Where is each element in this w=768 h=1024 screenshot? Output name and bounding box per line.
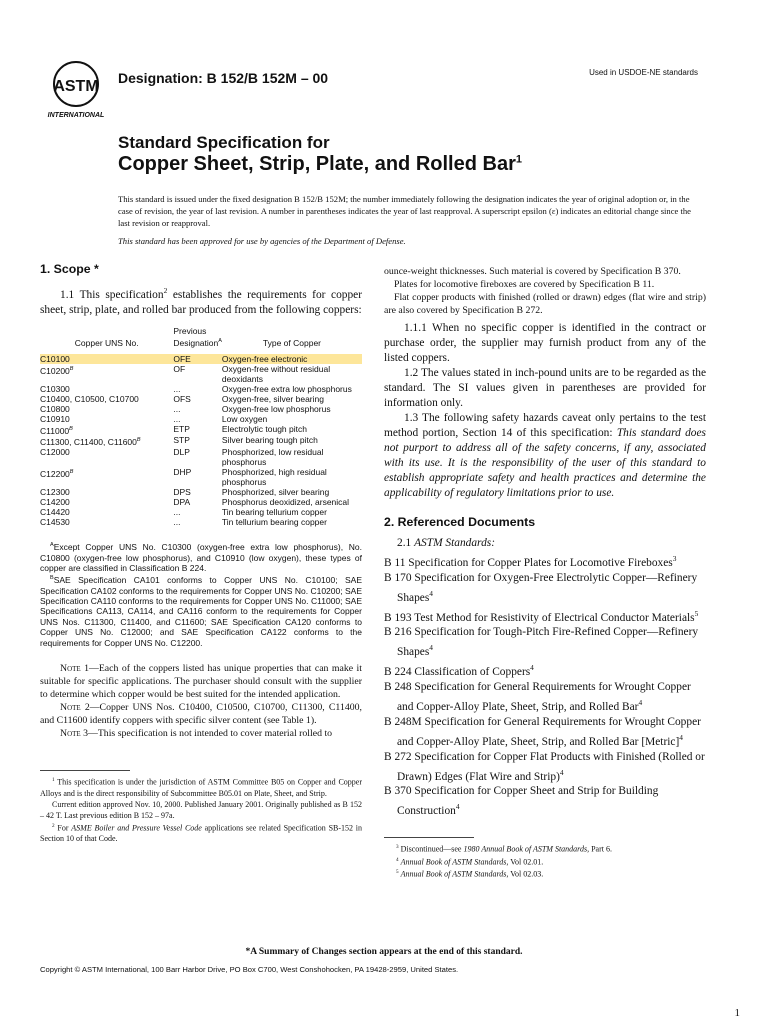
footnote-1 bbox=[40, 775, 362, 799]
left-column bbox=[40, 262, 362, 844]
cell-uns-text: C14420 bbox=[40, 507, 70, 518]
cell-uns-mark: B bbox=[69, 469, 74, 476]
footnote-5-mark: 5 bbox=[396, 869, 399, 876]
scope-text-a: 1.1 This specification bbox=[60, 288, 164, 301]
flat-products-note: Flat copper products with finished (rolled or drawn) edges (flat wire and strip) are also covered by Specification B 272. bbox=[384, 292, 706, 316]
cell-uns bbox=[40, 414, 173, 424]
footnote-3 bbox=[384, 842, 706, 855]
reference-footnote-mark: 5 bbox=[694, 608, 699, 618]
cell-uns bbox=[40, 354, 173, 364]
reference-footnote-mark: 4 bbox=[679, 732, 683, 742]
paragraph-1-3 bbox=[384, 411, 706, 501]
table-header-row bbox=[40, 326, 362, 354]
reference-item bbox=[384, 750, 706, 785]
cell-uns-text: C12200 bbox=[40, 469, 70, 480]
cell-previous: ETP bbox=[173, 423, 190, 434]
cell-uns-text: C11300, C11400, C11600 bbox=[40, 437, 137, 448]
footnote-1-mark: 1 bbox=[52, 777, 55, 783]
reference-text: B 224 Classification of Coppers bbox=[384, 665, 531, 678]
cell-uns bbox=[40, 424, 173, 436]
cell-uns-text: C12000 bbox=[40, 447, 70, 458]
cell-previous: DPA bbox=[173, 497, 191, 508]
scope-text-b: establishes the requirements for copper sheet, strip, plate, and rolled bar produced from the following coppers: bbox=[40, 288, 363, 316]
reference-footnote-mark: 4 bbox=[559, 767, 564, 777]
table-row bbox=[40, 487, 362, 497]
reference-item bbox=[384, 625, 706, 660]
reference-text: B 370 Specification for Copper Sheet and Strip for Building Construction bbox=[384, 785, 659, 818]
cell-uns-text: C14530 bbox=[40, 517, 70, 528]
cell-type: Low oxygen bbox=[221, 413, 268, 424]
cell-type: Silver bearing tough pitch bbox=[221, 435, 318, 446]
cell-uns bbox=[40, 517, 173, 527]
footnote-4-mark: 4 bbox=[396, 856, 399, 863]
reference-text: B 248M Specification for General Requirements for Wrought Copper and Copper-Alloy Plate, Sheet, Strip, and Rolled Bar [Metric] bbox=[384, 715, 701, 748]
cell-uns bbox=[40, 394, 173, 404]
cell-type: Phosphorized, silver bearing bbox=[221, 487, 330, 498]
cell-type: Phosphorus deoxidized, arsenical bbox=[221, 497, 350, 508]
title-line2 bbox=[118, 153, 522, 176]
copyright: Copyright © ASTM International, 100 Barr Harbor Drive, PO Box C700, West Conshohocken, PA 19428-2959, United States. bbox=[40, 965, 459, 974]
cell-previous: DPS bbox=[173, 487, 191, 498]
table-row bbox=[40, 467, 362, 487]
cell-uns bbox=[40, 364, 173, 384]
reference-footnote-mark: 4 bbox=[429, 588, 433, 598]
cell-previous: DHP bbox=[173, 467, 192, 478]
cell-uns bbox=[40, 507, 173, 517]
cell-uns bbox=[40, 467, 173, 487]
cell-uns bbox=[40, 487, 173, 497]
reference-item bbox=[384, 715, 706, 750]
reference-footnote-mark: 3 bbox=[672, 554, 677, 563]
reference-text: B 11 Specification for Copper Plates for Locomotive Fireboxes bbox=[384, 556, 673, 569]
cell-type: Oxygen-free extra low phosphorus bbox=[221, 383, 352, 394]
footnote-4-italic: Annual Book of ASTM Standards bbox=[400, 857, 507, 867]
right-footnote-rule bbox=[384, 837, 474, 838]
cell-previous: ... bbox=[173, 507, 181, 518]
scope-heading: 1. Scope * bbox=[40, 262, 99, 276]
footnote-3-text-a: Discontinued—see bbox=[398, 844, 464, 854]
notes bbox=[40, 662, 362, 740]
table-row bbox=[40, 354, 362, 364]
issue-note: This standard is issued under the fixed designation B 152/B 152M; the number immediately following the designation indicates the year of original adoption or, in the case of revision, the year of last revision. A number in parentheses indicates the year of last reapproval. A superscript epsilon (ε) indicates an editorial change since the last revision or reapproval. bbox=[118, 194, 691, 228]
page-number: 1 bbox=[734, 1007, 740, 1019]
right-footnotes bbox=[384, 842, 706, 880]
note-1-text: —Each of the coppers listed has unique properties that can make it suitable for specific applications. The purchaser should consult with the supplier to determine which copper would be best suited for the intended application. bbox=[40, 663, 362, 700]
paragraph-1-1-1: 1.1.1 When no specific copper is identified in the contract or purchase order, the supplier may furnish product from any of the listed coppers. bbox=[384, 322, 706, 364]
table-footnote-a-mark: A bbox=[50, 542, 54, 549]
reference-item bbox=[384, 551, 706, 571]
cell-uns bbox=[40, 435, 173, 447]
reference-footnote-mark: 4 bbox=[638, 697, 643, 707]
copper-table-body bbox=[40, 354, 362, 528]
footnote-1-text: This specification is under the jurisdiction of ASTM Committee B05 on Copper and Copper Alloys and is the direct responsibility of Subcommittee B05.01 on Plate, Sheet, and Strip. bbox=[40, 777, 362, 798]
table-row bbox=[40, 384, 362, 394]
table-footnote-a-text: Except Copper UNS No. C10300 (oxygen-free extra low phosphorus), No. C10800 (oxygen-free low phosphorus), and C10910 (low oxygen), these types of copper are classified in Classification B 224. bbox=[40, 542, 362, 573]
cell-type: Phosphorized, low residual phosphorus bbox=[221, 447, 324, 468]
refs-subheading bbox=[384, 536, 706, 551]
table-footnote-b-mark: B bbox=[50, 575, 54, 582]
cell-previous: STP bbox=[173, 435, 190, 446]
refs-sub-number: 2.1 bbox=[397, 537, 415, 549]
footnote-2-italic: ASME Boiler and Pressure Vessel Code bbox=[71, 823, 202, 833]
table-row bbox=[40, 364, 362, 384]
refs-sub-italic: ASTM Standards: bbox=[414, 537, 495, 549]
footnote-3-mark: 3 bbox=[396, 844, 399, 851]
cell-previous: ... bbox=[173, 413, 181, 424]
cell-type: Oxygen-free low phosphorus bbox=[221, 403, 331, 414]
cell-previous: OFE bbox=[173, 353, 191, 364]
cell-uns-text: C10400, C10500, C10700 bbox=[40, 393, 139, 404]
header-type: Type of Copper bbox=[262, 337, 322, 348]
paragraph-1-3-italic: This standard does not purport to address all of the safety concerns, if any, associated with its use. It is the responsibility of the user of this standard to establish appropriate safety and health practices and determine the applicability of regulatory limitations prior to use. bbox=[384, 427, 706, 499]
footnote-5-text: , Vol 02.03. bbox=[506, 870, 544, 880]
title-footnote-mark: 1 bbox=[515, 153, 522, 166]
table-footnotes bbox=[40, 540, 362, 648]
cell-type: Oxygen-free without residual deoxidants bbox=[221, 363, 331, 384]
cell-uns-text: C14200 bbox=[40, 497, 70, 508]
logo-text: ASTM bbox=[53, 78, 99, 95]
title-line1: Standard Specification for bbox=[118, 133, 330, 152]
footnote-3-text-b: , Part 6. bbox=[587, 844, 612, 854]
cell-uns bbox=[40, 404, 173, 414]
note-3-label: Note 3 bbox=[60, 728, 89, 739]
note-3-text: —This specification is not intended to cover material rolled to bbox=[88, 728, 333, 739]
cell-uns-mark: B bbox=[69, 365, 74, 372]
cell-previous: ... bbox=[173, 517, 181, 528]
cell-previous: ... bbox=[173, 383, 181, 394]
dod-note: This standard has been approved for use by agencies of the Department of Defense. bbox=[118, 236, 406, 246]
note-1 bbox=[40, 662, 362, 701]
header-uns: Copper UNS No. bbox=[74, 337, 139, 348]
reference-text: B 170 Specification for Oxygen-Free Electrolytic Copper—Refinery Shapes bbox=[384, 571, 698, 604]
reference-text: B 248 Specification for General Requirements for Wrought Copper and Copper-Alloy Plate, Sheet, Strip, and Rolled Bar bbox=[384, 680, 691, 713]
cell-uns bbox=[40, 384, 173, 394]
footnote-5-italic: Annual Book of ASTM Standards bbox=[400, 870, 507, 880]
cell-type: Tin bearing tellurium copper bbox=[221, 507, 327, 518]
cell-previous: OF bbox=[173, 363, 186, 374]
note-3-continued: ounce-weight thicknesses. Such material is covered by Specification B 370. bbox=[384, 266, 681, 277]
table-row bbox=[40, 414, 362, 424]
footnote-4 bbox=[384, 855, 706, 868]
reference-text: B 193 Test Method for Resistivity of Electrical Conductor Materials bbox=[384, 611, 695, 624]
reference-item bbox=[384, 784, 706, 819]
title-text: Copper Sheet, Strip, Plate, and Rolled Bar bbox=[118, 153, 516, 175]
note-3 bbox=[40, 727, 362, 740]
reference-footnote-mark: 4 bbox=[455, 802, 460, 812]
cell-uns-text: C12300 bbox=[40, 487, 70, 498]
reference-item bbox=[384, 606, 706, 626]
right-column bbox=[384, 265, 706, 880]
table-footnote-b bbox=[40, 573, 362, 648]
table-row bbox=[40, 517, 362, 527]
note-1-label: Note 1 bbox=[60, 663, 90, 674]
cell-type: Electrolytic tough pitch bbox=[221, 423, 307, 434]
table-row bbox=[40, 435, 362, 447]
note-2-label: Note 2 bbox=[60, 702, 90, 713]
footnote-2-text-a: For bbox=[54, 823, 72, 833]
footnote-2 bbox=[40, 821, 362, 845]
cell-previous: OFS bbox=[173, 393, 191, 404]
footnote-3-italic: 1980 Annual Book of ASTM Standards bbox=[463, 844, 588, 854]
cell-type: Phosphorized, high residual phosphorus bbox=[221, 467, 327, 488]
table-row bbox=[40, 447, 362, 467]
table-row bbox=[40, 404, 362, 414]
table-footnote-b-text: SAE Specification CA101 conforms to Copper UNS No. C10100; SAE Specification CA102 conforms to the requirements for Copper UNS No. C10200; SAE Specification CA110 conforms to the requirements for Copper UNS No. C11000; SAE Specifications CA113, CA114, and CA116 conform to the requirements for Copper UNS Nos. C11300, C11400, and C11600; SAE Specification CA120 conforms to Copper UNS No. C12000; and SAE Specification CA122 conforms to the requirements for Copper UNS No. C12200. bbox=[40, 575, 362, 648]
reference-footnote-mark: 4 bbox=[429, 643, 433, 653]
footnote-4-text: , Vol 02.01. bbox=[506, 857, 544, 867]
cell-uns-text: C10200 bbox=[40, 365, 70, 376]
table-row bbox=[40, 424, 362, 436]
cell-uns bbox=[40, 447, 173, 467]
refs-heading: 2. Referenced Documents bbox=[384, 515, 536, 529]
table-row bbox=[40, 394, 362, 404]
cell-previous: DLP bbox=[173, 447, 190, 458]
plates-note: Plates for locomotive fireboxes are covered by Specification B 11. bbox=[394, 279, 655, 290]
footnote-5 bbox=[384, 867, 706, 880]
header-previous-text: Previous Designation bbox=[173, 325, 219, 348]
cell-uns-text: C11000 bbox=[40, 425, 70, 436]
cell-type: Oxygen-free electronic bbox=[221, 353, 308, 364]
cell-uns-text: C10800 bbox=[40, 403, 70, 414]
designation: Designation: B 152/B 152M – 00 bbox=[118, 70, 329, 86]
paragraph-1-3-text: 1.3 The following safety hazards caveat only pertains to the test method portion, Section 14 of this specification: bbox=[384, 412, 706, 439]
summary-note: *A Summary of Changes section appears at the end of this standard. bbox=[245, 947, 523, 957]
cell-uns-mark: B bbox=[136, 437, 141, 444]
scope-paragraph bbox=[40, 283, 362, 318]
header-previous-mark: A bbox=[218, 337, 222, 344]
footnote-2-mark: 2 bbox=[52, 822, 55, 829]
cell-type: Tin tellurium bearing copper bbox=[221, 517, 327, 528]
header-previous bbox=[173, 326, 222, 354]
scope-footnote-mark: 2 bbox=[163, 286, 168, 295]
cell-previous: ... bbox=[173, 403, 181, 414]
cell-uns-mark: B bbox=[69, 425, 73, 432]
reference-text: B 216 Specification for Tough-Pitch Fire-Refined Copper—Refinery Shapes bbox=[384, 626, 699, 659]
note-2 bbox=[40, 701, 362, 727]
cell-uns bbox=[40, 497, 173, 507]
reference-footnote-mark: 4 bbox=[530, 663, 534, 673]
cell-uns-text: C10910 bbox=[40, 413, 70, 424]
note-2-text: —Copper UNS Nos. C10400, C10500, C10700, C11300, C11400, and C11600 identify coppers with specific silver content (see Table 1). bbox=[40, 702, 362, 726]
reference-item bbox=[384, 680, 706, 715]
footnote-rule bbox=[40, 770, 130, 771]
reference-item bbox=[384, 571, 706, 606]
logo-subtext: INTERNATIONAL bbox=[47, 112, 105, 119]
footnote-1b: Current edition approved Nov. 10, 2000. Published January 2001. Originally published as B 152 – 42 T. Last previous edition B 152 – 97a. bbox=[40, 799, 362, 820]
cell-uns-text: C10100 bbox=[40, 353, 70, 364]
table-row bbox=[40, 497, 362, 507]
reference-text: B 272 Specification for Copper Flat Products with Finished (Rolled or Drawn) Edges (Flat Wire and Strip) bbox=[384, 750, 705, 783]
reference-list bbox=[384, 551, 706, 819]
table-footnote-a bbox=[40, 540, 362, 573]
astm-logo bbox=[40, 60, 112, 120]
cell-uns-text: C10300 bbox=[40, 383, 70, 394]
reference-item bbox=[384, 660, 706, 680]
left-footnotes bbox=[40, 775, 362, 844]
cell-type: Oxygen-free, silver bearing bbox=[221, 393, 324, 404]
paragraph-1-2: 1.2 The values stated in inch-pound units are to be regarded as the standard. The SI values given in parentheses are provided for information only. bbox=[384, 367, 706, 409]
table-row bbox=[40, 507, 362, 517]
copper-table bbox=[40, 326, 362, 527]
used-in-note: Used in USDOE-NE standards bbox=[589, 68, 698, 77]
footnote-2-text-b: applications see related Specification SB-152 in Section 10 of that Code. bbox=[40, 823, 363, 844]
